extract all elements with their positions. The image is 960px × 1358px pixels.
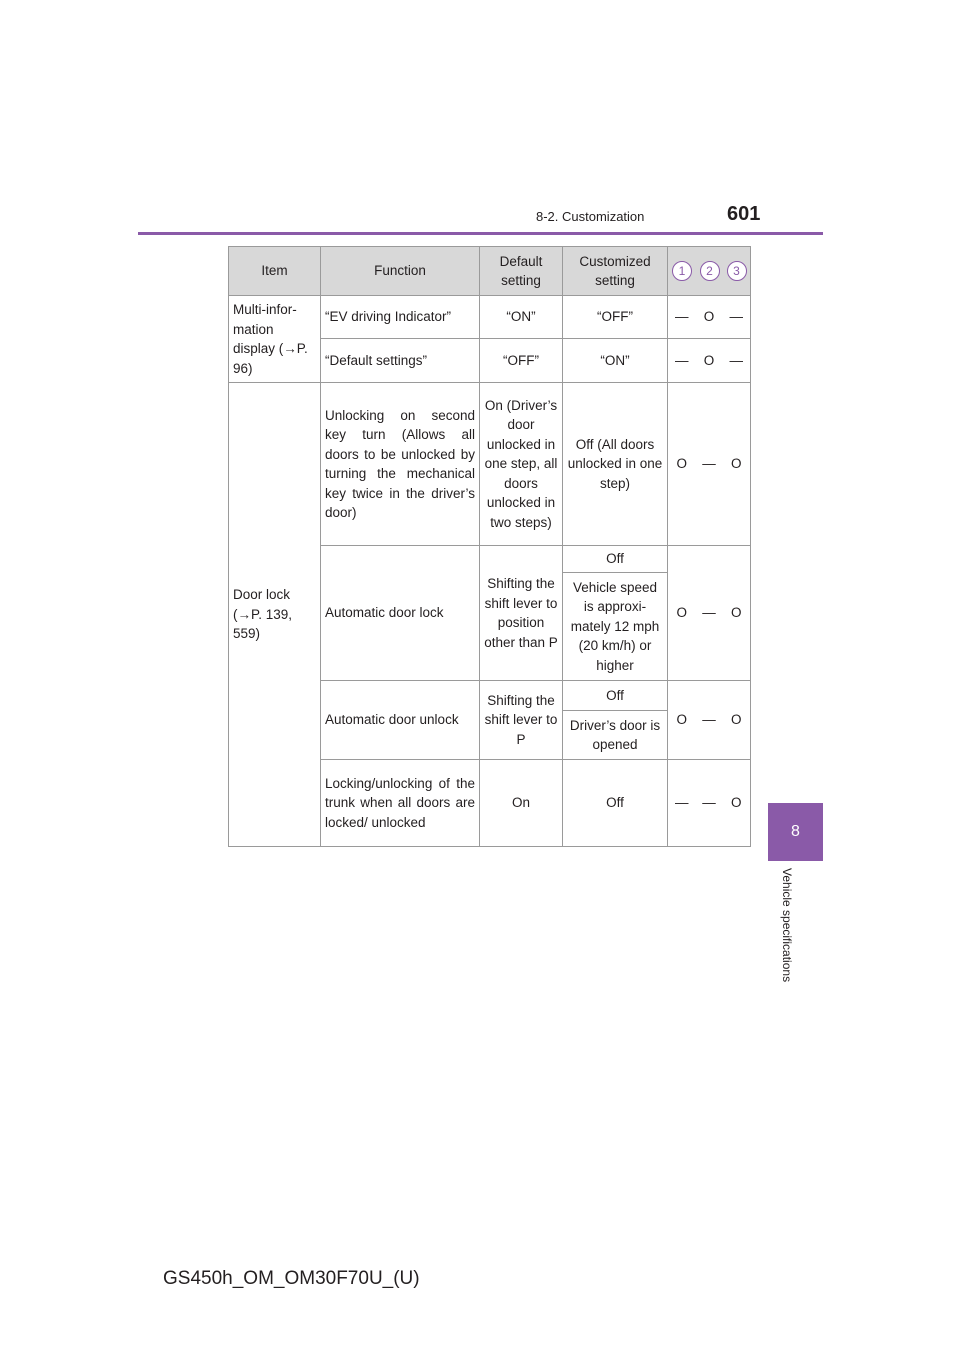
item-door-lock: Door lock (→P. 139, 559) — [229, 383, 321, 847]
default-cell: “OFF” — [480, 339, 563, 383]
mark-3: O — [723, 681, 751, 760]
mark-3: — — [723, 296, 751, 339]
header-default: Default setting — [480, 247, 563, 296]
chapter-label: Vehicle specifications — [780, 868, 794, 983]
mark-1: O — [668, 546, 696, 681]
mark-3: — — [723, 339, 751, 383]
default-cell: On — [480, 760, 563, 847]
mark-2: O — [696, 296, 723, 339]
customized-cell-off: Off — [563, 681, 668, 711]
customized-cell: Off — [563, 760, 668, 847]
default-cell: On (Driver’s door unlocked in one step, all doors unlocked in two steps) — [480, 383, 563, 546]
header-col2 — [696, 247, 723, 296]
mark-3: O — [723, 383, 751, 546]
function-cell: “EV driving Indicator” — [321, 296, 480, 339]
mark-2: — — [696, 546, 723, 681]
page-number: 601 — [727, 203, 761, 225]
col2-badge: 2 — [700, 261, 720, 281]
function-cell: “Default settings” — [321, 339, 480, 383]
table-row — [229, 383, 751, 546]
table-header-row — [229, 247, 751, 296]
function-cell: Unlocking on second key turn (Allows all doors to be unlocked by turning the mechanical key twice in the driver’s door) — [321, 383, 480, 546]
chapter-number: 8 — [791, 823, 800, 840]
default-cell: Shifting the shift lever to P — [480, 681, 563, 760]
mark-2: — — [696, 760, 723, 847]
mark-1: — — [668, 339, 696, 383]
customized-cell-off: Off — [563, 546, 668, 573]
item-multi-info: Multi-infor-mation display (→P. 96) — [229, 296, 321, 383]
header-customized: Customized setting — [563, 247, 668, 296]
customized-cell: “OFF” — [563, 296, 668, 339]
customization-table — [228, 246, 751, 847]
document-code: GS450h_OM_OM30F70U_(U) — [163, 1268, 420, 1289]
mark-3: O — [723, 546, 751, 681]
col1-badge: 1 — [672, 261, 692, 281]
section-title: 8-2. Customization — [536, 209, 645, 224]
table-row — [229, 296, 751, 339]
function-cell: Automatic door lock — [321, 546, 480, 681]
function-cell: Locking/unlocking of the trunk when all doors are locked/ unlocked — [321, 760, 480, 847]
default-cell: “ON” — [480, 296, 563, 339]
mark-2: O — [696, 339, 723, 383]
default-cell: Shifting the shift lever to position other than P — [480, 546, 563, 681]
customized-cell: Off (All doors unlocked in one step) — [563, 383, 668, 546]
mark-3: O — [723, 760, 751, 847]
customized-cell-driver-door: Driver’s door is opened — [563, 711, 668, 760]
header-function: Function — [321, 247, 480, 296]
mark-2: — — [696, 681, 723, 760]
customized-cell-speed: Vehicle speed is approxi-mately 12 mph (20 km/h) or higher — [563, 573, 668, 681]
header-rule — [138, 232, 823, 235]
mark-1: — — [668, 760, 696, 847]
customized-cell: “ON” — [563, 339, 668, 383]
col3-badge: 3 — [727, 261, 747, 281]
function-cell: Automatic door unlock — [321, 681, 480, 760]
header-col3 — [723, 247, 751, 296]
header-col1 — [668, 247, 696, 296]
mark-1: — — [668, 296, 696, 339]
mark-1: O — [668, 681, 696, 760]
header-item: Item — [229, 247, 321, 296]
chapter-tab — [768, 803, 823, 861]
mark-2: — — [696, 383, 723, 546]
mark-1: O — [668, 383, 696, 546]
